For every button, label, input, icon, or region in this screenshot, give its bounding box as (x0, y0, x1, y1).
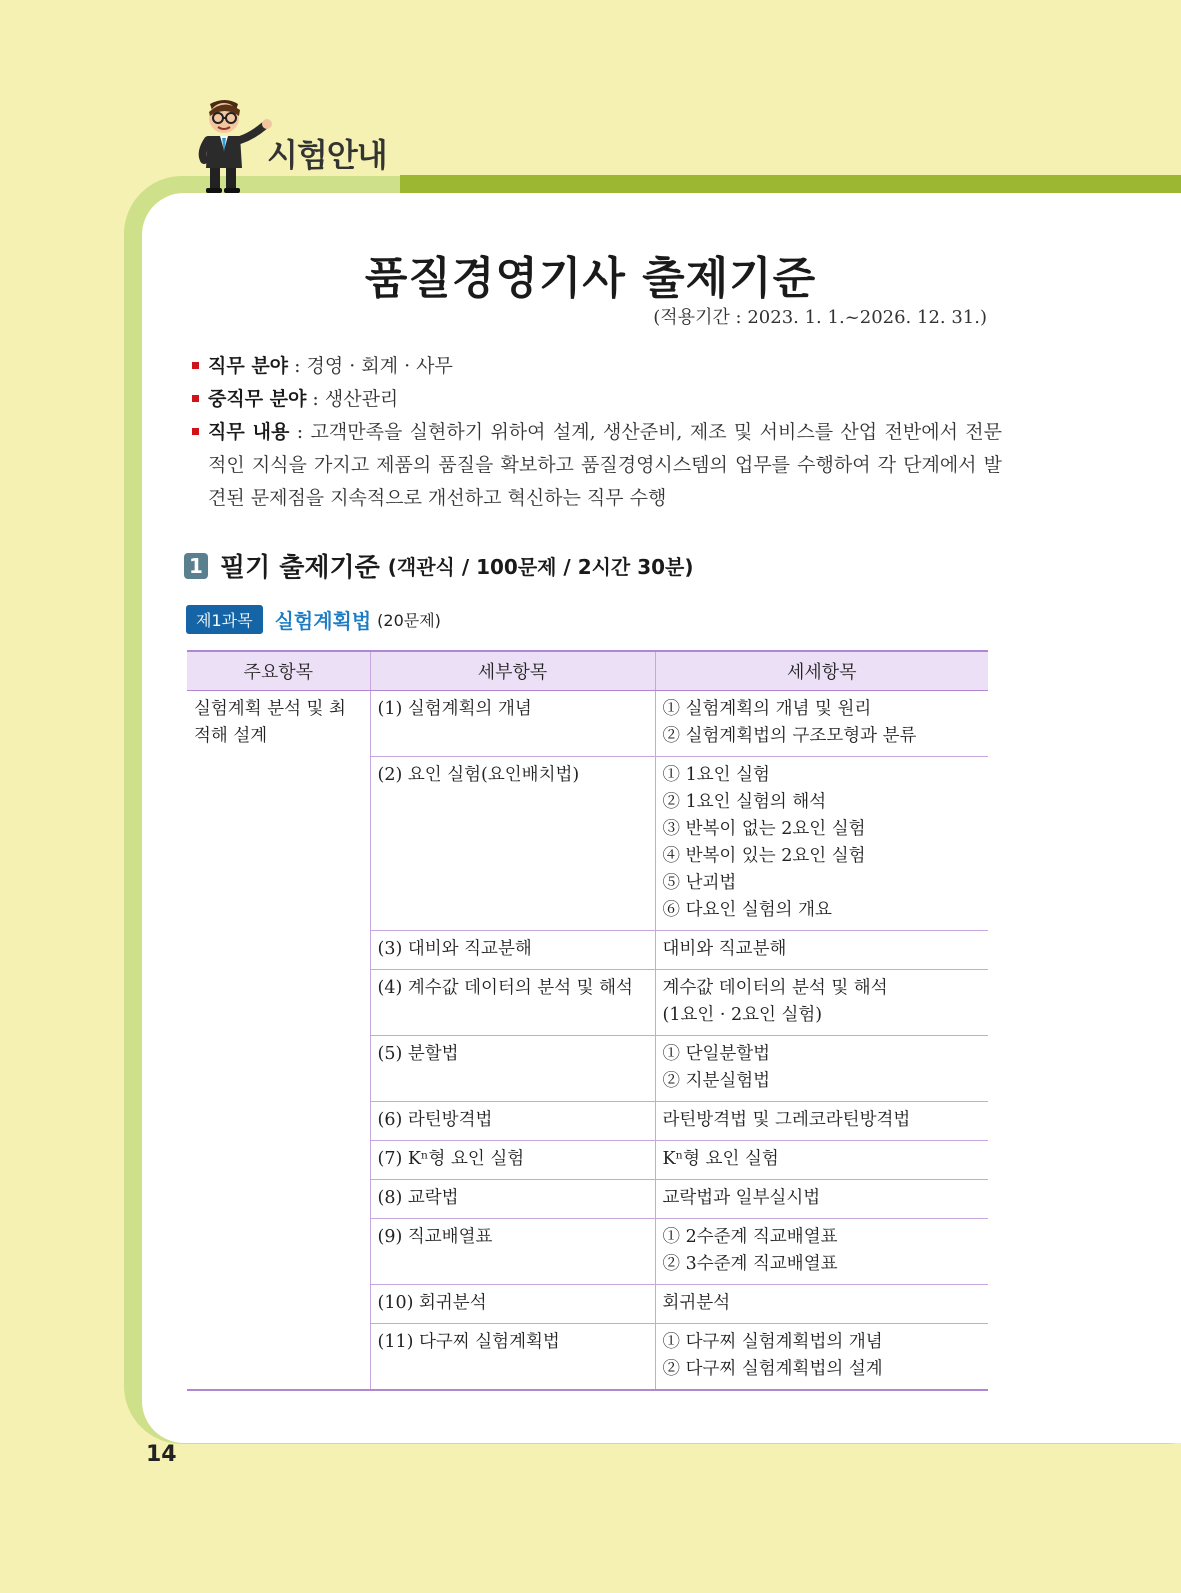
column-header-detail: 세세항목 (655, 651, 988, 691)
detail-cell (655, 691, 988, 757)
sub-item-cell: (1) 실험계획의 개념 (370, 691, 655, 757)
detail-item: 대비와 직교분해 (662, 939, 787, 959)
detail-cell (655, 1180, 988, 1219)
detail-item: 교락법과 일부실시법 (662, 1188, 821, 1208)
detail-item: ② 실험계획법의 구조모형과 분류 (662, 726, 917, 746)
subject-question-count: (20문제) (377, 611, 441, 630)
detail-item: ① 2수준계 직교배열표 (662, 1227, 838, 1247)
sub-item-cell: (7) Kⁿ형 요인 실험 (370, 1141, 655, 1180)
sub-item-cell: (8) 교락법 (370, 1180, 655, 1219)
sub-item-cell: (11) 다구찌 실험계획법 (370, 1324, 655, 1391)
sub-item-cell: (5) 분할법 (370, 1036, 655, 1102)
bullet-square-icon (192, 428, 199, 435)
detail-item: ⑤ 난괴법 (662, 873, 737, 893)
info-item-job-description (192, 416, 1002, 515)
detail-item: ④ 반복이 있는 2요인 실험 (662, 846, 866, 866)
detail-cell (655, 1102, 988, 1141)
detail-cell (655, 970, 988, 1036)
sub-item-cell: (4) 계수값 데이터의 분석 및 해석 (370, 970, 655, 1036)
criteria-table (187, 650, 988, 1391)
column-header-main: 주요항목 (187, 651, 370, 691)
detail-item: ② 지분실험법 (662, 1071, 771, 1091)
detail-cell (655, 1219, 988, 1285)
section-heading-title: 필기 출제기준 (220, 553, 380, 583)
sub-item-cell: (6) 라틴방격법 (370, 1102, 655, 1141)
subject-badge: 제1과목 (186, 605, 263, 634)
bullet-square-icon (192, 395, 199, 402)
detail-item: ⑥ 다요인 실험의 개요 (662, 900, 832, 920)
info-value: : 고객만족을 실현하기 위하여 설계, 생산준비, 제조 및 서비스를 산업 전반에서 전문적인 지식을 가지고 제품의 품질을 확보하고 품질경영시스템의 업무를 수행하여 각 단계에서 발견된 문제점을 지속적으로 개선하고 혁신하는 직무 수행 (208, 421, 1003, 509)
main-item-cell: 실험계획 분석 및 최적해 설계 (187, 691, 370, 1391)
detail-item: ② 다구찌 실험계획법의 설계 (662, 1359, 883, 1379)
column-header-sub: 세부항목 (370, 651, 655, 691)
info-label: 직무 분야 (208, 355, 289, 377)
info-item-sub-field (192, 383, 1002, 416)
document-title: 품질경영기사 출제기준 (364, 253, 817, 304)
detail-item: ① 1요인 실험 (662, 765, 770, 785)
page-number: 14 (146, 1442, 177, 1467)
section-heading-subtitle: (객관식 / 100문제 / 2시간 30분) (387, 555, 694, 579)
job-info-list (192, 350, 1002, 515)
info-label: 직무 내용 (208, 421, 290, 443)
table-body (187, 691, 988, 1391)
detail-cell (655, 1324, 988, 1391)
section-title: 시험안내 (267, 136, 387, 174)
info-item-job-field (192, 350, 1002, 383)
sub-item-cell: (2) 요인 실험(요인배치법) (370, 757, 655, 931)
section-heading (184, 547, 694, 584)
detail-item: 계수값 데이터의 분석 및 해석 (662, 978, 888, 998)
table-header-row (187, 651, 988, 691)
sub-item-cell: (3) 대비와 직교분해 (370, 931, 655, 970)
detail-cell (655, 1036, 988, 1102)
detail-item: ② 3수준계 직교배열표 (662, 1254, 838, 1274)
section-number-badge: 1 (184, 553, 208, 579)
detail-cell (655, 1285, 988, 1324)
subject-heading (186, 605, 441, 634)
info-label: 중직무 분야 (208, 388, 307, 410)
header-accent-bar (400, 175, 1181, 193)
detail-item: Kⁿ형 요인 실험 (662, 1149, 779, 1169)
info-value: : 생산관리 (306, 388, 399, 410)
bullet-square-icon (192, 362, 199, 369)
detail-item: ① 다구찌 실험계획법의 개념 (662, 1332, 883, 1352)
detail-item: ① 단일분할법 (662, 1044, 771, 1064)
subject-name: 실험계획법 (274, 609, 372, 633)
table-row (187, 691, 988, 757)
detail-item: 라틴방격법 및 그레코라틴방격법 (662, 1110, 911, 1130)
detail-item: ② 1요인 실험의 해석 (662, 792, 827, 812)
detail-cell (655, 757, 988, 931)
detail-item: ① 실험계획의 개념 및 원리 (662, 699, 872, 719)
detail-item: ③ 반복이 없는 2요인 실험 (662, 819, 866, 839)
sub-item-cell: (10) 회귀분석 (370, 1285, 655, 1324)
info-value: : 경영 · 회계 · 사무 (288, 355, 453, 377)
detail-cell (655, 1141, 988, 1180)
application-period: (적용기간 : 2023. 1. 1.~2026. 12. 31.) (653, 307, 987, 328)
detail-cell (655, 931, 988, 970)
detail-item: 회귀분석 (662, 1293, 731, 1313)
detail-item: (1요인 · 2요인 실험) (662, 1005, 823, 1025)
sub-item-cell: (9) 직교배열표 (370, 1219, 655, 1285)
